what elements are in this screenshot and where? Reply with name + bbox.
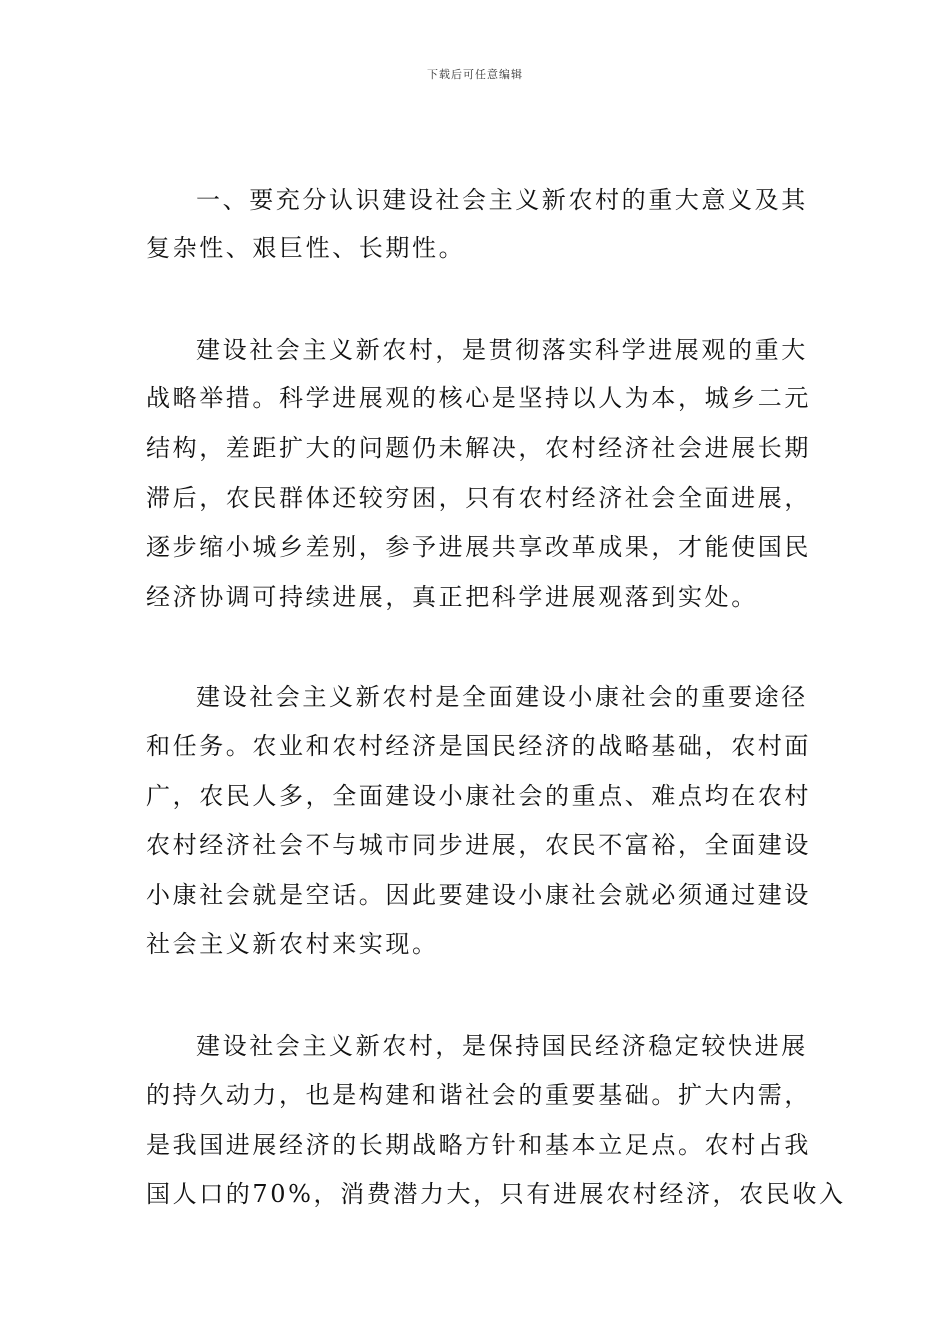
paragraph-line: 社会主义新农村来实现。 <box>146 930 439 958</box>
paragraph-line: 战略举措。科学进展观的核心是坚持以人为本，城乡二元 <box>146 384 811 412</box>
paragraph-line: 建设社会主义新农村，是保持国民经济稳定较快进展 <box>196 1032 808 1060</box>
paragraph-line: 结构，差距扩大的问题仍未解决，农村经济社会进展长期 <box>146 434 811 462</box>
paragraph-line: 农村经济社会不与城市同步进展，农民不富裕，全面建设 <box>146 831 811 859</box>
paragraph-line: 的持久动力，也是构建和谐社会的重要基础。扩大内需， <box>146 1081 811 1109</box>
paragraph-line: 建设社会主义新农村，是贯彻落实科学进展观的重大 <box>196 336 808 364</box>
paragraph-line: 滞后，农民群体还较穷困，只有农村经济社会全面进展， <box>146 484 811 512</box>
paragraph-line: 建设社会主义新农村是全面建设小康社会的重要途径 <box>196 683 808 711</box>
paragraph-line: 广，农民人多，全面建设小康社会的重点、难点均在农村 <box>146 782 811 810</box>
paragraph-line: 逐步缩小城乡差别，参予进展共享改革成果，才能使国民 <box>146 533 811 561</box>
paragraph-line: 和任务。农业和农村经济是国民经济的战略基础，农村面 <box>146 732 811 760</box>
paragraph-line: 复杂性、艰巨性、长期性。 <box>146 234 466 262</box>
paragraph-line: 国人口的70%，消费潜力大，只有进展农村经济，农民收入 <box>146 1180 846 1208</box>
paragraph-line: 经济协调可持续进展，真正把科学进展观落到实处。 <box>146 583 758 611</box>
paragraph-line: 一、要充分认识建设社会主义新农村的重大意义及其 <box>196 186 808 214</box>
paragraph-line: 是我国进展经济的长期战略方针和基本立足点。农村占我 <box>146 1131 811 1159</box>
paragraph-line: 小康社会就是空话。因此要建设小康社会就必须通过建设 <box>146 881 811 909</box>
page-header: 下载后可任意编辑 <box>427 68 523 81</box>
